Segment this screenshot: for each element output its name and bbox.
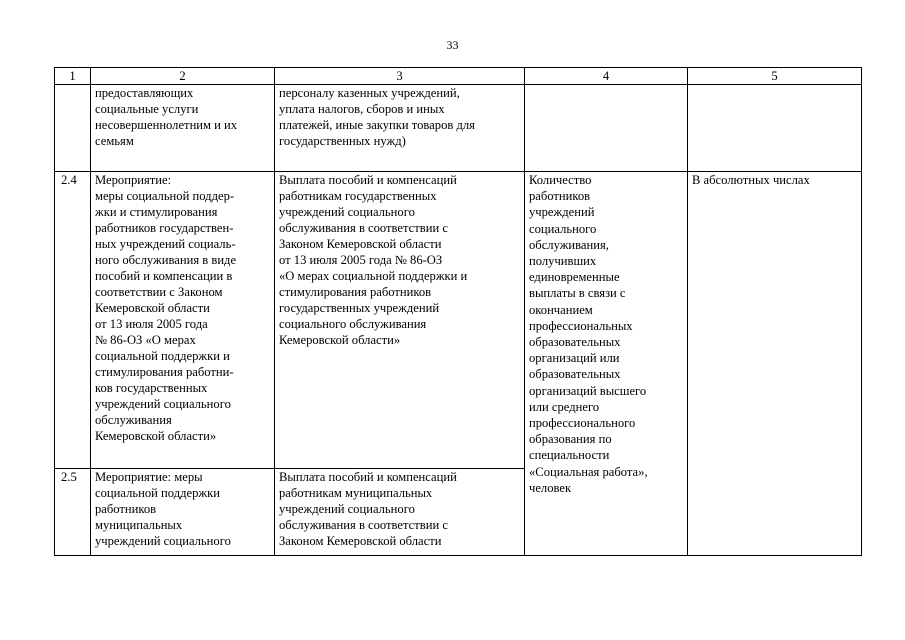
column-header-5: 5 [688, 68, 862, 85]
activity-cell: предоставляющих социальные услуги несовершеннолетним и их семьям [91, 85, 275, 172]
page-number: 33 [446, 38, 459, 52]
table-header-row [55, 68, 862, 85]
direction-cell: персоналу казенных учреждений, уплата налогов, сборов и иных платежей, иные закупки товаров для государственных нужд) [275, 85, 525, 172]
table-row-continued [55, 85, 862, 172]
direction-cell: Выплата пособий и компенсаций работникам муниципальных учреждений социального обслуживания в соответствии с Законом Кемеровской области [275, 469, 525, 556]
activity-cell: Мероприятие: меры социальной поддер- жки и стимулирования работников государствен- ных учреждений социаль- ного обслуживания в виде пособий и компенсации в соответствии с Законом Кемеровской области от 13 июля 2005 года № 86-ОЗ «О мерах социальной поддержки и стимулирования работни- ков государственных учреждений социального обслуживания Кемеровской области» [91, 172, 275, 469]
column-header-4: 4 [525, 68, 688, 85]
table-row-2-4 [55, 172, 862, 469]
row-number-cell: 2.5 [55, 469, 91, 556]
unit-cell: В абсолютных числах [688, 172, 862, 556]
indicator-cell: Количество работников учреждений социального обслуживания, получивших единовременные выплаты в связи с окончанием профессиональных образовательных организаций или образовательных организаций высшего или среднего профессионального образования по специальности «Социальная работа», человек [525, 172, 688, 556]
column-header-1: 1 [55, 68, 91, 85]
column-header-2: 2 [91, 68, 275, 85]
direction-cell: Выплата пособий и компенсаций работникам государственных учреждений социального обслуживания в соответствии с Законом Кемеровской области от 13 июля 2005 года № 86-ОЗ «О мерах социальной поддержки и стимулирования работников государственных учреждений социального обслуживания Кемеровской области» [275, 172, 525, 469]
indicator-cell [525, 85, 688, 172]
unit-cell [688, 85, 862, 172]
column-header-3: 3 [275, 68, 525, 85]
indicator-table [54, 67, 862, 556]
row-number-cell: 2.4 [55, 172, 91, 469]
row-number-cell [55, 85, 91, 172]
activity-cell: Мероприятие: меры социальной поддержки работников муниципальных учреждений социального [91, 469, 275, 556]
